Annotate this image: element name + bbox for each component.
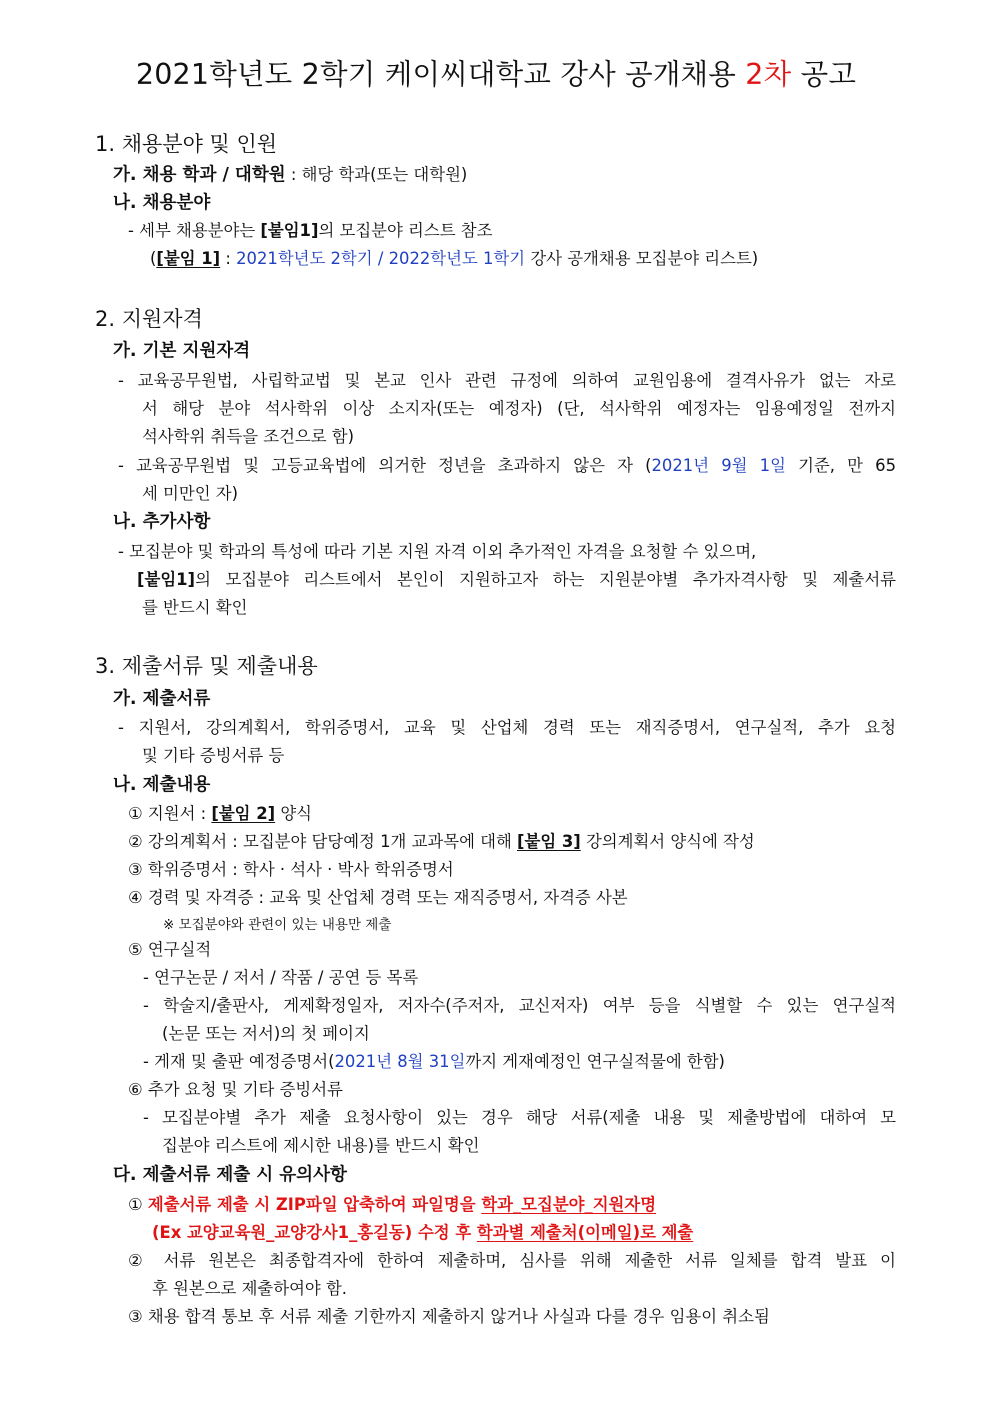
s2-b1-line2 (137, 569, 896, 591)
s2-b1-line2-text: 의 모집분야 리스트에서 본인이 지원하고자 하는 지원분야별 추가자격사항 및 제출서류 (195, 570, 896, 589)
s3-item-6-a-line2: 집분야 리스트에 제시한 내용)를 반드시 확인 (162, 1136, 480, 1155)
s2-a2-line1 (118, 455, 896, 477)
section-2-heading: 2. 지원자격 (95, 307, 203, 331)
s1-b-label: 나. 채용분야 (113, 193, 211, 213)
s3-item-3: ③ 학위증명서 : 학사 · 석사 · 박사 학위증명서 (128, 860, 454, 879)
s2-b1-attachment-ref: [붙임1] (137, 570, 196, 589)
s3-item-5: ⑤ 연구실적 (128, 940, 212, 959)
s2-a1-line3: 석사학위 취득을 조건으로 함) (142, 427, 355, 446)
s3-i1-attachment-ref: [붙임 2] (211, 804, 276, 823)
s3-item-4: ④ 경력 및 자격증 : 교육 및 산업체 경력 또는 재직증명서, 자격증 사본 (128, 888, 628, 907)
s3-item-5-a: - 연구논문 / 저서 / 작품 / 공연 등 목록 (143, 968, 419, 987)
s3-item-4-note: ※ 모집분야와 관련이 있는 내용만 제출 (163, 917, 392, 933)
s3-c1-example: (Ex 교양교육원_교양강사1_홍길동) 수정 후 (152, 1223, 477, 1242)
section-3-heading: 3. 제출서류 및 제출내용 (95, 654, 318, 678)
s3-i5c-post: 까지 게재예정인 연구실적물에 한함) (465, 1052, 725, 1071)
s2-a1-line1: - 교육공무원법, 사립학교법 및 본교 인사 관련 규정에 의하여 교원임용에 결격사유가 없는 자로 (118, 371, 896, 390)
s3-i5c-pre: - 게재 및 출판 예정증명서( (143, 1052, 335, 1071)
s3-item-1 (128, 803, 312, 825)
s1-b2-colon: : (220, 249, 237, 268)
s3-i1-text: ① 지원서 : (128, 804, 212, 823)
s3-item-5-b-line1: - 학술지/출판사, 게제확정일자, 저자수(주저자, 교신저자) 여부 등을 식별할 수 있는 연구실적 (143, 996, 896, 1015)
section-1-heading: 1. 채용분야 및 인원 (95, 132, 278, 156)
s3-c-label: 다. 제출서류 제출 시 유의사항 (113, 1165, 347, 1185)
s3-c1-num: ① (128, 1195, 148, 1214)
s3-c1-submission-target: 학과별 제출처(이메일)로 제출 (476, 1223, 694, 1242)
document-title (0, 52, 992, 93)
s1-b2-post: 강사 공개채용 모집분야 리스트) (525, 249, 759, 268)
s3-caution-3: ③ 채용 합격 통보 후 서류 제출 기한까지 제출하지 않거나 사실과 다를 경우 임용이 취소됨 (128, 1307, 770, 1326)
title-highlight: 2차 (745, 58, 792, 91)
title-text: 2021학년도 2학기 케이씨대학교 강사 공개채용 (135, 58, 746, 91)
s3-item-5-c (143, 1051, 725, 1073)
s1-b1-text: - 세부 채용분야는 (128, 221, 261, 240)
s3-i2-attachment-ref: [붙임 3] (517, 832, 581, 851)
s3-i5c-date: 2021년 8월 31일 (334, 1052, 466, 1071)
s3-a1-line1: - 지원서, 강의계획서, 학위증명서, 교육 및 산업체 경력 또는 재직증명서, 연구실적, 추가 요청 (118, 718, 896, 737)
s1-a-value: : 해당 학과(또는 대학원) (285, 165, 468, 184)
s2-a2-pre: - 교육공무원법 및 고등교육법에 의거한 정년을 초과하지 않은 자 ( (118, 456, 652, 475)
s1-b1-post: 의 모집분야 리스트 참조 (318, 221, 493, 240)
s2-b-label: 나. 추가사항 (113, 512, 211, 532)
s1-b1-attachment-ref: [붙임1] (260, 221, 319, 240)
s2-a2-line2: 세 미만인 자) (142, 484, 238, 503)
s3-item-6: ⑥ 추가 요청 및 기타 증빙서류 (128, 1080, 343, 1099)
s1-a-label: 가. 채용 학과 / 대학원 (113, 165, 286, 185)
s2-a-label: 가. 기본 지원자격 (113, 341, 251, 361)
s2-a1-line2: 서 해당 분야 석사학위 이상 소지자(또는 예정자) (단, 석사학위 예정자는 임용예정일 전까지 (142, 399, 896, 418)
s3-i2-text: ② 강의계획서 : 모집분야 담당예정 1개 교과목에 대해 (128, 832, 517, 851)
s2-b1-line3: 를 반드시 확인 (142, 598, 248, 617)
s3-caution-1-line2 (152, 1222, 693, 1244)
s1-b2-open: ( (150, 249, 157, 268)
s1-recruit-department (113, 164, 467, 186)
s1-b2-attachment-ref: [붙임 1] (156, 249, 221, 268)
s2-a2-post: 기준, 만 65 (785, 456, 896, 475)
s3-caution-2-line2: 후 원본으로 제출하여야 함. (152, 1279, 348, 1298)
s1-b-line2 (150, 248, 758, 270)
s3-caution-1-line1 (128, 1194, 656, 1216)
s3-c1-text: 제출서류 제출 시 ZIP파일 압축하여 파일명을 (147, 1195, 482, 1214)
title-suffix: 공고 (791, 58, 857, 91)
s1-b2-term: 2021학년도 2학기 / 2022학년도 1학기 (236, 249, 526, 268)
s3-i1-post: 양식 (275, 804, 313, 823)
s3-c1-filename-format: 학과_모집분야_지원자명 (481, 1195, 657, 1214)
s3-item-5-b-line2: (논문 또는 저서)의 첫 페이지 (162, 1024, 370, 1043)
s3-i2-post: 강의계획서 양식에 작성 (580, 832, 755, 851)
s2-b1-line1: - 모집분야 및 학과의 특성에 따라 기본 지원 자격 이외 추가적인 자격을 요청할 수 있으며, (118, 542, 757, 561)
s3-item-2 (128, 831, 755, 853)
s2-a2-date: 2021년 9월 1일 (651, 456, 786, 475)
s3-item-6-a-line1: - 모집분야별 추가 제출 요청사항이 있는 경우 해당 서류(제출 내용 및 제출방법에 대하여 모 (143, 1108, 896, 1127)
s3-a-label: 가. 제출서류 (113, 689, 211, 709)
s3-caution-2-line1: ② 서류 원본은 최종합격자에 한하여 제출하며, 심사를 위해 제출한 서류 일체를 합격 발표 이 (128, 1251, 896, 1270)
s3-b-label: 나. 제출내용 (113, 775, 211, 795)
s1-b-line1 (128, 220, 492, 242)
s3-a1-line2: 및 기타 증빙서류 등 (142, 746, 285, 765)
